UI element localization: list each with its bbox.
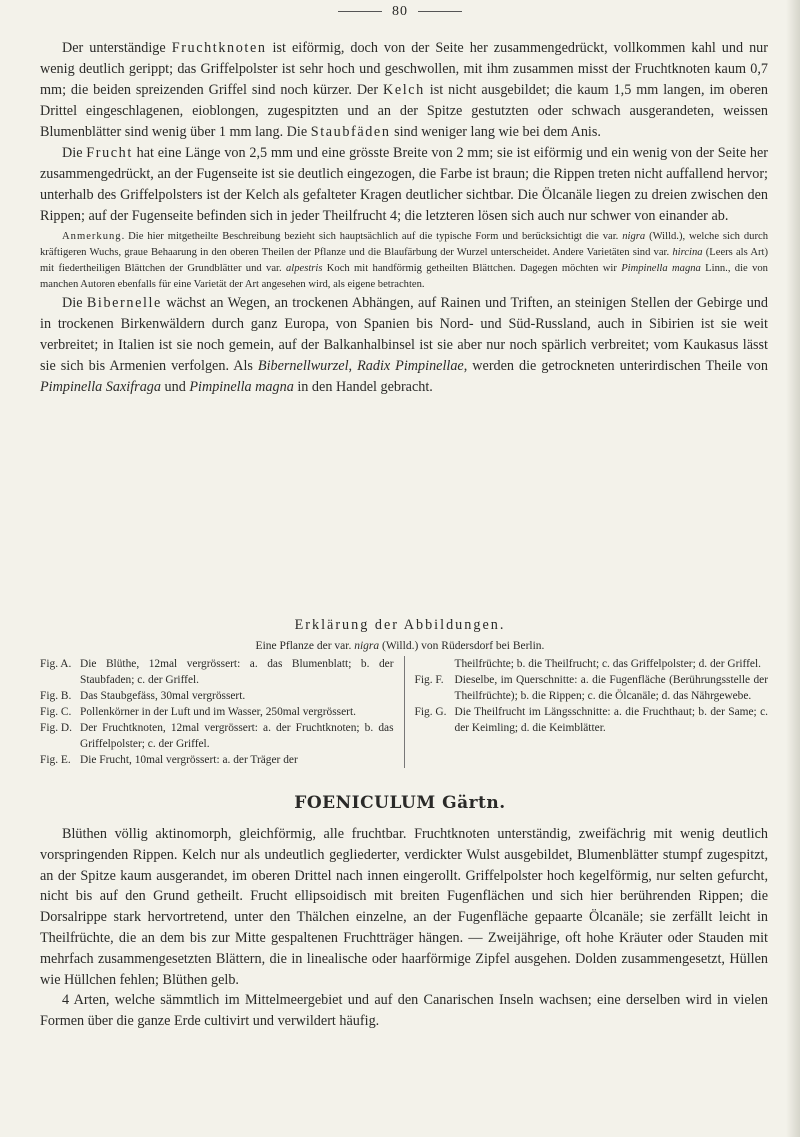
figure-label: Fig. F. <box>414 674 444 686</box>
header-rule-left <box>338 11 382 12</box>
figure-legend-entry <box>415 672 769 704</box>
figure-description: Der Fruchtknoten, 12mal vergrössert: a. der Fruchtknoten; b. das Griffelpolster; c. der Griffel. <box>80 722 394 750</box>
figure-description: Pollenkörner in der Luft und im Wasser, 250mal vergrössert. <box>80 706 356 718</box>
figure-legend-left-column <box>40 656 405 768</box>
section-paragraph: Blüthen völlig aktinomorph, gleichförmig, alle fruchtbar. Fruchtknoten unterständig, zweifächrig mit wenig deutlich vorspringenden Rippen. Kelch nur als undeutlich gegliederter, verdickter Wulst ausgebildet, Blumenblätter stumpf zugespitzt, an der Spitze kaum ausgerandet, im oberen Drittel nach innen eingerollt. Griffelpolster hoch kegelförmig, nur selten gefurcht, nicht bis auf den Grund getheilt. Frucht ellipsoidisch mit breiten Fugenflächen und sich hier berührenden Rippen; die Dorsalrippe stark hervortretend, unter den Thälchen einzelne, an der Fugenfläche gepaarte Ölcanäle; sie zerfällt leicht in Theilfrüchte, die an dem bis zur Mitte gespaltenen Fruchtträger hängen. — Zweijährige, oft hohe Kräuter oder Stauden mit mehrfach zusammengesetzten Blättern, die in linealische oder haarförmige Zipfel ausgehen. Dolden zusammengesetzt, Hüllen wie Hüllchen fehlen; Blüthen gelb. <box>40 826 768 988</box>
text-run: in den Handel gebracht. <box>293 379 433 395</box>
text-run: Bibernelle <box>86 295 162 311</box>
figure-legend-entry <box>40 720 394 752</box>
figure-legend-entry <box>40 656 394 688</box>
text-run: (Leers als Art) mit fiedertheiligen Blättchen der Grundblätter und var. <box>40 247 768 274</box>
figure-description: Die Frucht, 10mal vergrössert: a. der Träger der <box>80 754 298 766</box>
text-run: Die <box>62 145 87 161</box>
text-run: Anmerkung <box>62 231 122 242</box>
text-run: hat eine Länge von 2,5 mm und eine grösste Breite von 2 mm; sie ist eiförmig und ein wenig von der Seite her zusammengedrückt, an der Fugenseite ist sie deutlich eingezogen, die Farbe ist braun; die Rippen treten nicht auffallend hervor; unterhalb des Griffelpolsters ist der Kelch als gefalteter Kragen deutlicher sichtbar. Die Ölcanäle liegen zu dreien zwischen den Rippen; auf der Fugenseite befinden sich in jeder Theilfrucht 4; die letzteren lösen sich auch nur schwer von einander ab. <box>40 145 768 224</box>
figure-legend <box>40 656 768 768</box>
text-run: Pimpinella Saxifraga <box>40 379 161 395</box>
text-run: , <box>348 358 358 374</box>
text-run: Der unterständige <box>62 40 172 56</box>
figure-legend-entry <box>415 704 769 736</box>
section-body <box>40 824 768 1032</box>
body-paragraph <box>40 143 768 227</box>
text-run: ist nicht ausgebildet; die kaum 1,5 mm langen, im oberen Drittel eingeschlagenen, eioblongen, zugespitzten und an der Spitze gestutzten oder schwach ausgerandeten, weissen Blumenblätter sind wenig über 1 mm lang. Die <box>40 82 768 140</box>
figure-description: Die Blüthe, 12mal vergrössert: a. das Blumenblatt; b. der Staubfaden; c. der Griffel. <box>80 658 394 686</box>
text-run: und <box>160 379 190 395</box>
figure-label: Fig. A. <box>40 658 72 670</box>
text-run: hircina <box>672 247 703 258</box>
figure-description: Dieselbe, im Querschnitte: a. die Fugenfläche (Berührungsstelle der Theilfrüchte); b. die Rippen; c. die Ölcanäle; d. das Nährgewebe. <box>454 674 768 702</box>
figure-label: Fig. B. <box>40 690 72 702</box>
figure-legend-right-column <box>405 656 769 768</box>
scan-edge-shadow <box>786 0 800 1137</box>
figure-caption-heading: Erklärung der Abbildungen. <box>294 617 506 633</box>
text-run: nigra <box>622 231 646 242</box>
figure-label: Fig. D. <box>40 722 72 734</box>
figure-label: Fig. C. <box>40 706 72 718</box>
text-run: Staubfäden <box>310 124 391 140</box>
text-run: Radix Pimpinellae <box>357 358 464 374</box>
figure-legend-entry <box>415 656 769 672</box>
text-run: wächst an Wegen, an trockenen Abhängen, auf Rainen und Triften, an steinigen Stellen der Gebirge und in trockenen Birkenwäldern durch ganz Europa, von Spanien bis Nord- und Süd-Russland, auch in Sibirien ist sie weit verbreitet; in Italien ist sie noch gemein, auf der Balkanhalbinsel ist sie aber nur noch spärlich verbreitet; vom Kaukasus lässt sie sich bis Armenien verfolgen. Als <box>40 295 768 374</box>
text-run: Pimpinella magna <box>189 379 294 395</box>
figure-description: Das Staubgefäss, 30mal vergrössert. <box>80 690 246 702</box>
text-run: Fruchtknoten <box>171 40 267 56</box>
text-run: sind weniger lang wie bei dem Anis. <box>390 124 601 140</box>
figure-legend-entry <box>40 688 394 704</box>
figure-label <box>415 656 455 672</box>
body-paragraph <box>40 38 768 143</box>
main-text <box>40 38 768 398</box>
figure-description: Theilfrüchte; b. die Theilfrucht; c. das Griffelpolster; d. der Griffel. <box>454 658 761 670</box>
figure-legend-entry <box>40 704 394 720</box>
text-run: Die <box>62 295 87 311</box>
text-run: Linn., die von manchen Autoren ebenfalls für eine Varietät der Art angesehen wird, als eigene betrachten. <box>40 263 768 290</box>
text-run: Koch mit handförmig getheilten Blättchen. Dagegen möchten wir <box>322 263 622 274</box>
text-run: Pimpinella magna <box>621 263 701 274</box>
figure-label: Fig. G. <box>414 706 447 718</box>
section-paragraph: 4 Arten, welche sämmtlich im Mittelmeergebiet und auf den Canarischen Inseln wachsen; eine derselben wird in vielen Formen über die ganze Erde cultivirt und verwildert häufig. <box>40 992 768 1030</box>
text-run: , werden die getrockneten unterirdischen Theile von <box>463 358 768 374</box>
page-number: 80 <box>392 4 408 19</box>
figure-legend-entry <box>40 752 394 768</box>
figure-caption-subheading: Eine Pflanze der var. nigra (Willd.) von Rüdersdorf bei Berlin. <box>255 640 545 652</box>
text-run: Frucht <box>86 145 133 161</box>
section-title: FOENICULUM Gärtn. <box>294 793 506 813</box>
figure-label: Fig. E. <box>40 754 71 766</box>
text-run: . Die hier mitgetheilte Beschreibung bezieht sich hauptsächlich auf die typische Form und berücksichtigt die var. <box>121 231 623 242</box>
annotation-note <box>40 229 768 293</box>
text-run: (Willd.), welche sich durch kräftigeren Wuchs, graue Behaarung in den oberen Theilen der Pflanze und die Blaufärbung der Wurzel unterscheidet. Andere Varietäten sind var. <box>40 231 768 258</box>
body-paragraph <box>40 293 768 398</box>
text-run: alpestris <box>285 263 323 274</box>
header-rule-right <box>418 11 462 12</box>
text-run: ist eiförmig, doch von der Seite her zusammengedrückt, vollkommen kahl und nur wenig deutlich gerippt; das Griffelpolster ist sehr hoch und geschwollen, mit ihm zusammen misst der Fruchtknoten kaum 0,7 mm; die beiden spreizenden Griffel sind noch kürzer. Der <box>40 40 768 98</box>
figure-description: Die Theilfrucht im Längsschnitte: a. die Fruchthaut; b. der Same; c. der Keimling; d. die Keimblätter. <box>454 706 768 734</box>
text-run: Kelch <box>383 82 425 98</box>
page-header <box>0 4 800 20</box>
text-run: Bibernellwurzel <box>257 358 349 374</box>
